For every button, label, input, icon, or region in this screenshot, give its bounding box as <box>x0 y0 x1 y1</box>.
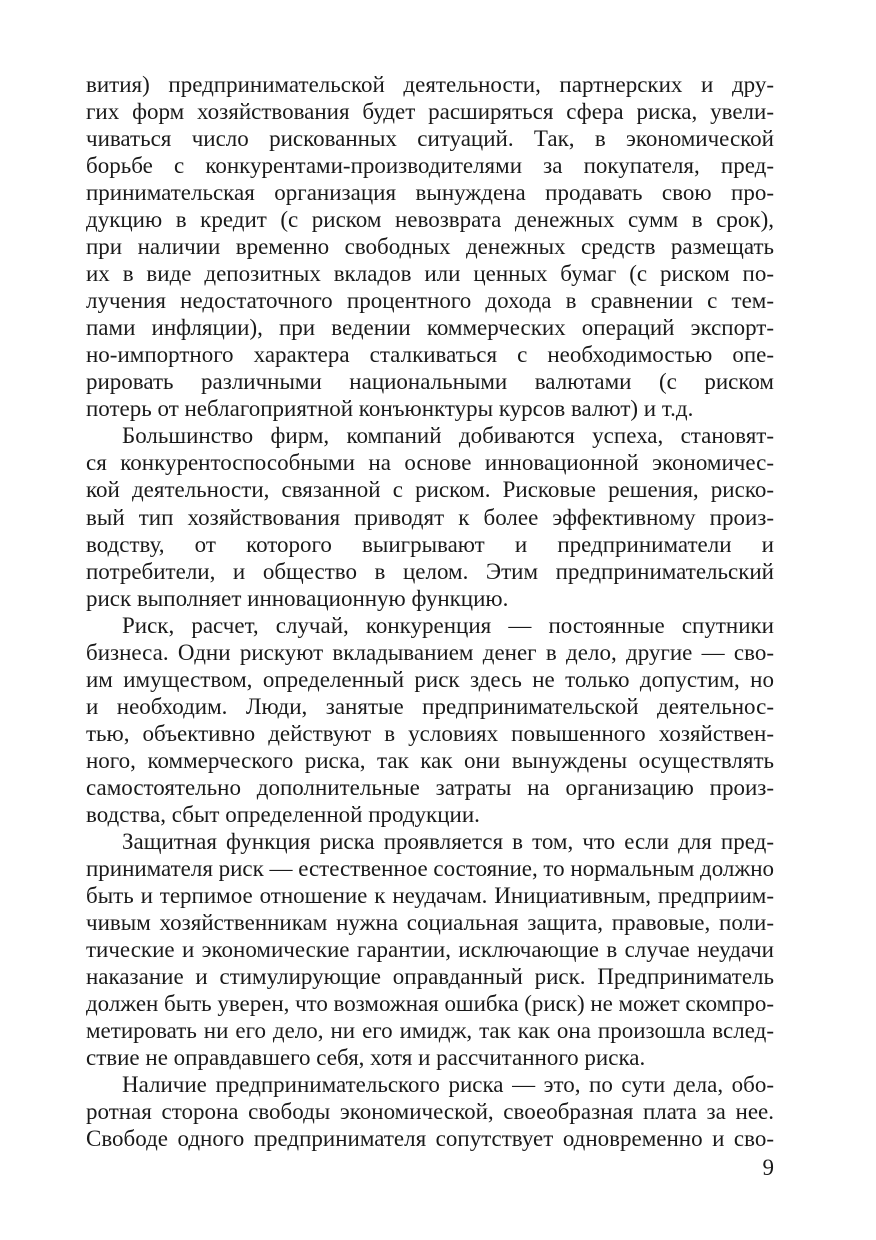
text-line: пами инфляции), при ведении коммерческих операций экспорт- <box>86 315 774 341</box>
text-line: и необходим. Люди, занятые предпринимательской деятельнос- <box>86 693 774 719</box>
paragraph <box>86 828 774 1071</box>
text-line: чиваться число рискованных ситуаций. Так, в экономической <box>86 126 774 152</box>
text-line: чивым хозяйственникам нужна социальная защита, правовые, поли- <box>86 909 774 935</box>
paragraph <box>86 1071 774 1152</box>
text-line: Защитная функция риска проявляется в том, что если для пред- <box>122 828 774 854</box>
text-line: быть и терпимое отношение к неудачам. Инициативным, предприим- <box>86 882 774 908</box>
text-line: самостоятельно дополнительные затраты на организацию произ- <box>86 774 774 800</box>
paragraph <box>86 71 774 422</box>
text-line: метировать ни его дело, ни его имидж, так как она произошла вслед- <box>86 1018 774 1044</box>
text-line: водству, от которого выигрывают и предприниматели и <box>86 531 774 557</box>
text-line: бизнеса. Одни рискуют вкладыванием денег в дело, другие — сво- <box>86 639 774 665</box>
text-line: ствие не оправдавшего себя, хотя и рассчитанного риска. <box>86 1045 646 1071</box>
text-line: их в виде депозитных вкладов или ценных бумаг (с риском по- <box>86 261 774 287</box>
text-line: потребители, и общество в целом. Этим предпринимательский <box>86 558 774 584</box>
text-line: дукцию в кредит (с риском невозврата денежных сумм в срок), <box>86 207 774 233</box>
text-line: наказание и стимулирующие оправданный риск. Предприниматель <box>86 964 774 990</box>
text-line: принимательская организация вынуждена продавать свою про- <box>86 180 774 206</box>
text-line: потерь от неблагоприятной конъюнктуры курсов валют) и т.д. <box>86 396 694 422</box>
paragraph <box>86 422 774 611</box>
page-number: 9 <box>762 1155 774 1180</box>
text-line: борьбе с конкурентами-производителями за покупателя, пред- <box>86 153 774 179</box>
text-line: принимателя риск — естественное состояние, то нормальным должно <box>86 855 775 881</box>
text-line: тические и экономические гарантии, исключающие в случае неудачи <box>86 937 774 962</box>
text-line: лучения недостаточного процентного дохода в сравнении с тем- <box>86 288 774 314</box>
text-line: ротная сторона свободы экономической, своеобразная плата за нее. <box>86 1099 774 1125</box>
text-line: Риск, расчет, случай, конкуренция — постоянные спутники <box>122 612 774 638</box>
text-line: но-импортного характера сталкиваться с необходимостью опе- <box>86 342 774 368</box>
text-line: риск выполняет инновационную функцию. <box>86 585 509 611</box>
text-line: при наличии временно свободных денежных средств размещать <box>86 234 774 260</box>
text-line: рировать различными национальными валютами (с риском <box>86 369 774 395</box>
text-line: вития) предпринимательской деятельности, партнерских и дру- <box>86 72 774 97</box>
text-line: им имуществом, определенный риск здесь не только допустим, но <box>86 666 774 692</box>
text-line: тью, объективно действуют в условиях повышенного хозяйствен- <box>86 720 774 746</box>
body-text <box>86 71 774 1152</box>
text-line: Наличие предпринимательского риска — это, по сути дела, обо- <box>122 1072 774 1098</box>
text-line: ся конкурентоспособными на основе инновационной экономичес- <box>86 450 774 476</box>
text-line: Большинство фирм, компаний добиваются успеха, становят- <box>122 423 774 449</box>
text-line: Свободе одного предпринимателя сопутствует одновременно и сво- <box>86 1126 774 1152</box>
text-line: вый тип хозяйствования приводят к более эффективному произ- <box>86 504 774 530</box>
text-line: водства, сбыт определенной продукции. <box>86 801 480 827</box>
text-line: ного, коммерческого риска, так как они вынуждены осуществлять <box>86 747 774 773</box>
text-line: гих форм хозяйствования будет расширяться сфера риска, увели- <box>86 99 774 125</box>
paragraph <box>86 612 774 828</box>
text-line: кой деятельности, связанной с риском. Рисковые решения, риско- <box>86 477 774 503</box>
text-line: должен быть уверен, что возможная ошибка (риск) не может скомпро- <box>86 991 774 1017</box>
